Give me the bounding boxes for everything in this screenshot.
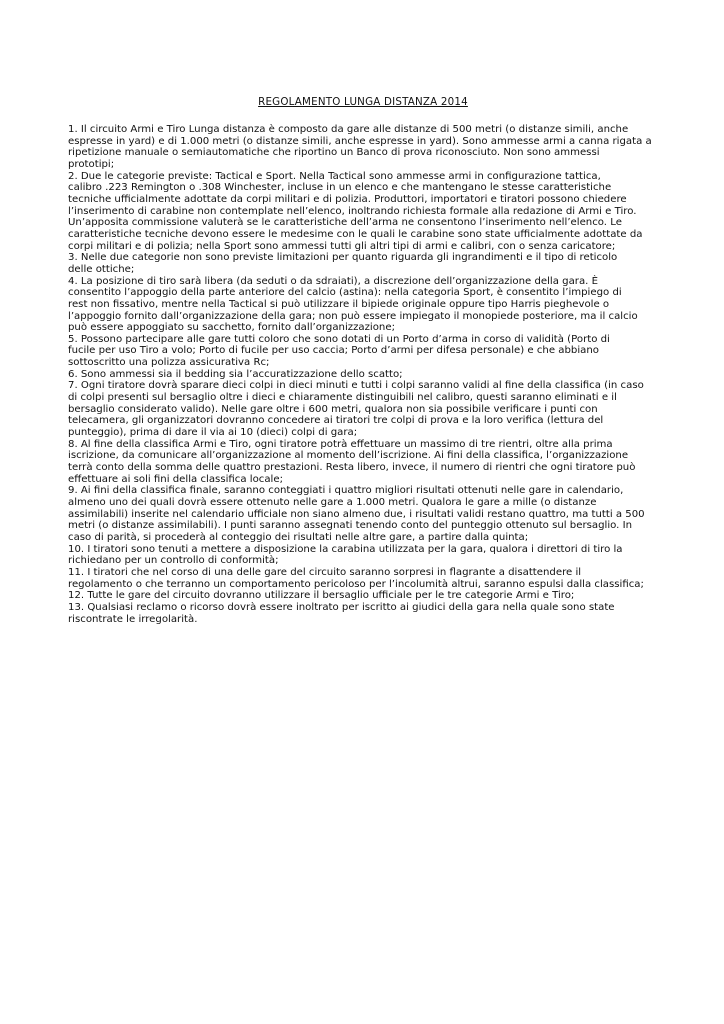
document-line: punteggio), prima di dare il via ai 10 (dieci) colpi di gara;: [68, 427, 358, 439]
document-title: REGOLAMENTO LUNGA DISTANZA 2014: [258, 96, 468, 108]
document-line: 2. Due le categorie previste: Tactical e Sport. Nella Tactical sono ammesse armi in configurazione tattica,: [68, 170, 601, 182]
document-line: 13. Qualsiasi reclamo o ricorso dovrà essere inoltrato per iscritto ai giudici della gara nella quale sono state: [68, 601, 615, 613]
document-line: espresse in yard) e di 1.000 metri (o distanze simili, anche espresse in yard). Sono ammesse armi a canna rigata a: [68, 135, 652, 147]
document-line: 6. Sono ammessi sia il bedding sia l’accuratizzazione dello scatto;: [68, 368, 403, 380]
document-line: assimilabili) inserite nel calendario ufficiale non siano almeno due, i risultati validi restano quattro, ma tutti a 500: [68, 508, 645, 520]
document-line: calibro .223 Remington o .308 Winchester, incluse in un elenco e che mantengano le stesse caratteristiche: [68, 182, 612, 194]
document-line: prototipi;: [68, 158, 115, 170]
document-line: può essere appoggiato su sacchetto, fornito dall’organizzazione;: [68, 322, 395, 334]
document-line: terrà conto della somma delle quattro prestazioni. Resta libero, invece, il numero di rientri che ogni tiratore può: [68, 462, 636, 474]
document-line: almeno uno dei quali dovrà essere ottenuto nelle gare a 1.000 metri. Qualora le gare a mille (o distanze: [68, 497, 597, 508]
document-line: regolamento o che terranno un comportamento pericoloso per l’incolumità altrui, saranno espulsi dalla classifica;: [68, 578, 644, 590]
document-line: Un’apposita commissione valuterà se le caratteristiche dell’arma ne consentono l’inserimento nell’elenco. Le: [68, 217, 622, 229]
document-line: 11. I tiratori che nel corso di una delle gare del circuito saranno sorpresi in flagrante a disattendere il: [68, 566, 582, 578]
document-line: iscrizione, da comunicare all’organizzazione al momento dell’iscrizione. Ai fini della classifica, l’organizzazione: [68, 450, 629, 462]
document-line: 7. Ogni tiratore dovrà sparare dieci colpi in dieci minuti e tutti i colpi saranno validi al fine della classifica (in caso: [68, 380, 644, 392]
document-line: consentito l’appoggio della parte anteriore del calcio (astina): nella categoria Sport, è consentito l’impiego di: [68, 287, 622, 299]
document-line: telecamera, gli organizzatori dovranno concedere ai tiratori tre colpi di prova e la loro verifica (lettura del: [68, 415, 604, 427]
document-line: 8. Al fine della classifica Armi e Tiro, ogni tiratore potrà effettuare un massimo di tre rientri, oltre alla prima: [68, 438, 613, 450]
document-body: [68, 124, 658, 625]
document-line: sottoscritto una polizza assicurativa Rc;: [68, 357, 270, 369]
document-line: 12. Tutte le gare del circuito dovranno utilizzare il bersaglio ufficiale per le tre categorie Armi e Tiro;: [68, 590, 575, 602]
document-line: effettuare ai soli fini della classifica locale;: [68, 473, 284, 485]
document-line: fucile per uso Tiro a volo; Porto di fucile per uso caccia; Porto d’armi per difesa personale) e che abbiano: [68, 345, 599, 357]
document-line: l’appoggio fornito dall’organizzazione della gara; non può essere impiegato il monopiede posteriore, ma il calcio: [68, 310, 638, 322]
document-line: metri (o distanze assimilabili). I punti saranno assegnati tenendo conto del punteggio ottenuto sul bersaglio. In: [68, 520, 633, 532]
document-line: 1. Il circuito Armi e Tiro Lunga distanza è composto da gare alle distanze di 500 metri (o distanze simili, anche: [68, 124, 629, 135]
document-line: rest non fissativo, mentre nella Tactical si può utilizzare il bipiede originale oppure tipo Harris pieghevole o: [68, 298, 610, 310]
document-line: 5. Possono partecipare alle gare tutti coloro che sono dotati di un Porto d’arma in corso di validità (Porto di: [68, 333, 610, 345]
document-line: 4. La posizione di tiro sarà libera (da seduti o da sdraiati), a discrezione dell’organizzazione della gara. È: [68, 275, 598, 287]
document-line: corpi militari e di polizia; nella Sport sono ammessi tutti gli altri tipi di armi e calibri, con o senza caricatore;: [68, 240, 616, 252]
document-line: 10. I tiratori sono tenuti a mettere a disposizione la carabina utilizzata per la gara, qualora i direttori di tiro la: [68, 543, 623, 555]
document-line: l’inserimento di carabine non contemplate nell’elenco, inoltrando richiesta formale alla redazione di Armi e Tiro.: [68, 205, 637, 217]
document-line: 9. Ai fini della classifica finale, saranno conteggiati i quattro migliori risultati ottenuti nelle gare in calendario,: [68, 485, 624, 497]
document-line: bersaglio considerato valido). Nelle gare oltre i 600 metri, qualora non sia possibile verificare i punti con: [68, 403, 598, 415]
document-line: di colpi presenti sul bersaglio oltre i dieci e chiaramente distinguibili nel calibro, questi saranno eliminati e il: [68, 392, 617, 404]
document-line: ripetizione manuale o semiautomatiche che riportino un Banco di prova riconosciuto. Non sono ammessi: [68, 147, 600, 159]
document-line: 3. Nelle due categorie non sono previste limitazioni per quanto riguarda gli ingrandimenti e il tipo di reticolo: [68, 252, 618, 264]
document-line: richiedano per un controllo di conformità;: [68, 555, 279, 567]
document-line: delle ottiche;: [68, 263, 135, 275]
document-line: caso di parità, si procederà al conteggio dei risultati nelle altre gare, a partire dalla quinta;: [68, 531, 529, 543]
document-line: caratteristiche tecniche devono essere le medesime con le quali le carabine sono state ufficialmente adottate da: [68, 228, 643, 240]
document-line: riscontrate le irregolarità.: [68, 613, 198, 625]
document-line: tecniche ufficialmente adottate da corpi militari e di polizia. Produttori, importatori e tiratori possono chiedere: [68, 193, 627, 205]
document-page: [68, 96, 658, 625]
